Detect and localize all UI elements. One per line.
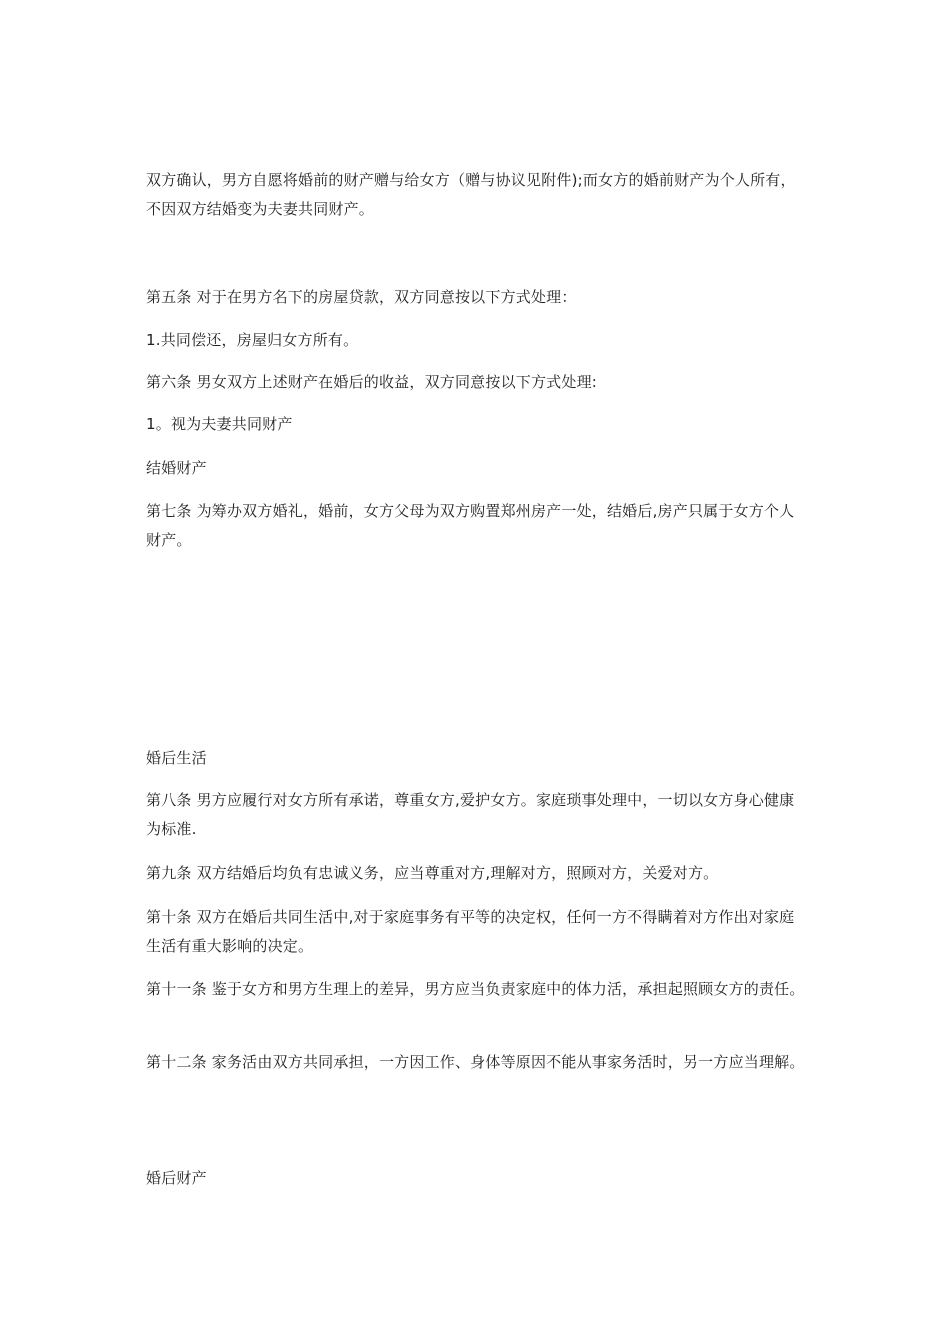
section-heading-marriage-property: 结婚财产 xyxy=(146,459,207,477)
article-5-paragraph: 第五条 对于在男方名下的房屋贷款，双方同意按以下方式处理： xyxy=(146,288,577,306)
article-8-paragraph: 第八条 男方应履行对女方所有承诺，尊重女方,爱护女方。家庭琐事处理中，一切以女方身心健康为标准. xyxy=(146,791,795,838)
article-6-paragraph: 第六条 男女双方上述财产在婚后的收益，双方同意按以下方式处理: xyxy=(146,373,598,391)
article-5-item-1: 1.共同偿还，房屋归女方所有。 xyxy=(146,331,359,349)
article-11-paragraph: 第十一条 鉴于女方和男方生理上的差异，男方应当负责家庭中的体力活，承担起照顾女方的责任。 xyxy=(146,980,805,998)
article-9-paragraph: 第九条 双方结婚后均负有忠诚义务，应当尊重对方,理解对方，照顾对方，关爱对方。 xyxy=(146,864,719,882)
article-12-paragraph: 第十二条 家务活由双方共同承担，一方因工作、身体等原因不能从事家务活时，另一方应当理解。 xyxy=(146,1053,805,1071)
section-heading-post-marital-property: 婚后财产 xyxy=(146,1169,207,1187)
section-heading-married-life: 婚后生活 xyxy=(146,749,207,767)
article-7-paragraph: 第七条 为筹办双方婚礼，婚前，女方父母为双方购置郑州房产一处，结婚后,房产只属于女方个人财产。 xyxy=(146,502,795,549)
premarital-gift-paragraph: 双方确认，男方自愿将婚前的财产赠与给女方（赠与协议见附件);而女方的婚前财产为个人所有，不因双方结婚变为夫妻共同财产。 xyxy=(146,171,796,218)
article-6-item-1: 1。视为夫妻共同财产 xyxy=(146,415,293,433)
article-10-paragraph: 第十条 双方在婚后共同生活中,对于家庭事务有平等的决定权，任何一方不得瞒着对方作出对家庭生活有重大影响的决定。 xyxy=(146,908,795,955)
